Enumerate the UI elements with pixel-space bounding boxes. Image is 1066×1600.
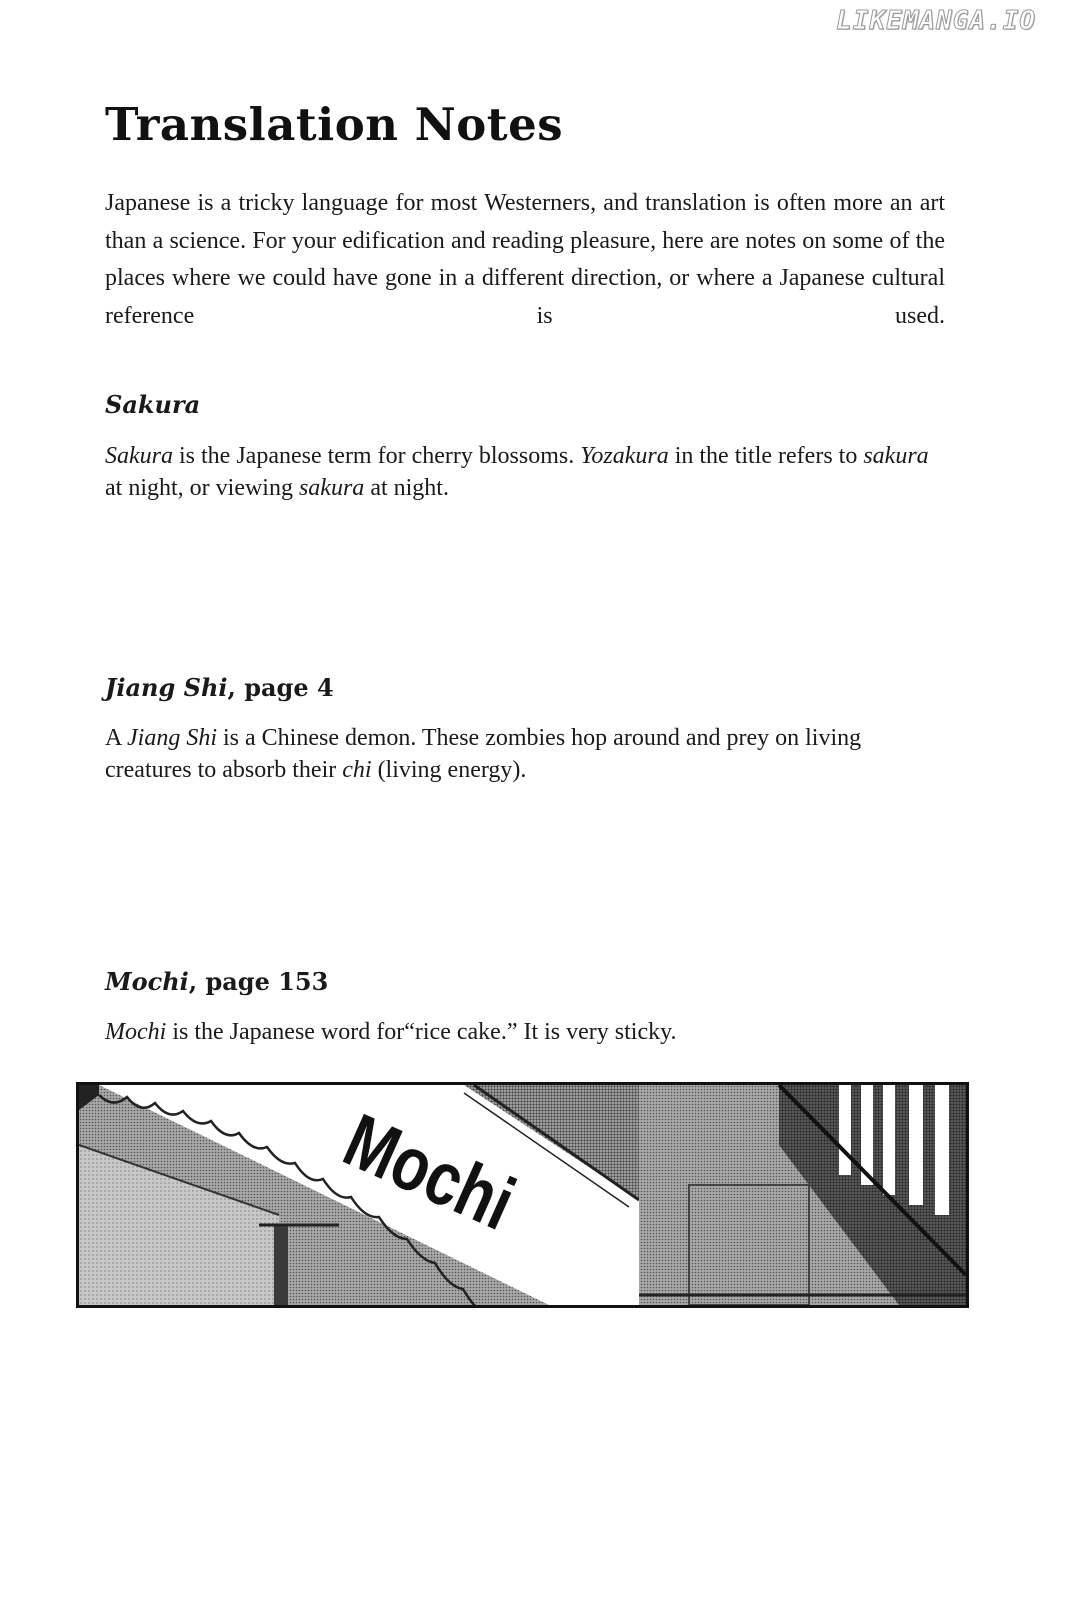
note-page: , page 4 — [227, 673, 334, 702]
note-text: sakura — [298, 475, 365, 501]
note-text: at night, or viewing — [105, 475, 299, 501]
note-body-mochi — [105, 1016, 935, 1048]
note-term: Jiang Shi — [105, 673, 228, 702]
note-text: in the title refers to — [668, 443, 864, 469]
manga-panel-image — [76, 1082, 969, 1308]
note-body-jiang-shi — [105, 722, 935, 786]
note-heading-sakura — [105, 390, 200, 419]
note-term: Mochi — [105, 967, 189, 996]
note-text: Mochi — [105, 1019, 167, 1045]
note-term: Sakura — [105, 390, 201, 419]
note-text: Yozakura — [580, 443, 669, 469]
note-heading-mochi — [105, 967, 328, 996]
panel-illustration — [79, 1085, 966, 1305]
note-text: is a Chinese demon. These zombies hop around and prey on living creatures to absorb their — [105, 725, 862, 783]
note-text: A — [105, 725, 128, 751]
note-text: at night. — [364, 475, 449, 501]
note-page: , page 153 — [188, 967, 329, 996]
note-text: is the Japanese term for cherry blossoms. — [173, 443, 581, 469]
page-title: Translation Notes — [105, 98, 564, 151]
intro-paragraph: Japanese is a tricky language for most Westerners, and translation is often more an art than a science. For your edification and reading pleasure, here are notes on some of the places where we could have gone in a different direction, or where a Japanese cultural reference is used. — [105, 190, 945, 329]
note-text: Jiang Shi — [127, 725, 218, 751]
note-heading-jiang-shi — [105, 673, 334, 702]
sign-lettering: Mochi — [332, 1097, 568, 1265]
note-text: chi — [342, 757, 372, 783]
note-body-sakura — [105, 440, 935, 504]
note-text: (living energy). — [371, 757, 527, 783]
site-watermark: LIKEMANGA.IO — [836, 6, 1036, 36]
note-text: Sakura — [105, 443, 173, 469]
note-text: sakura — [863, 443, 929, 469]
note-text: is the Japanese word for“rice cake.” It is very sticky. — [166, 1019, 677, 1045]
